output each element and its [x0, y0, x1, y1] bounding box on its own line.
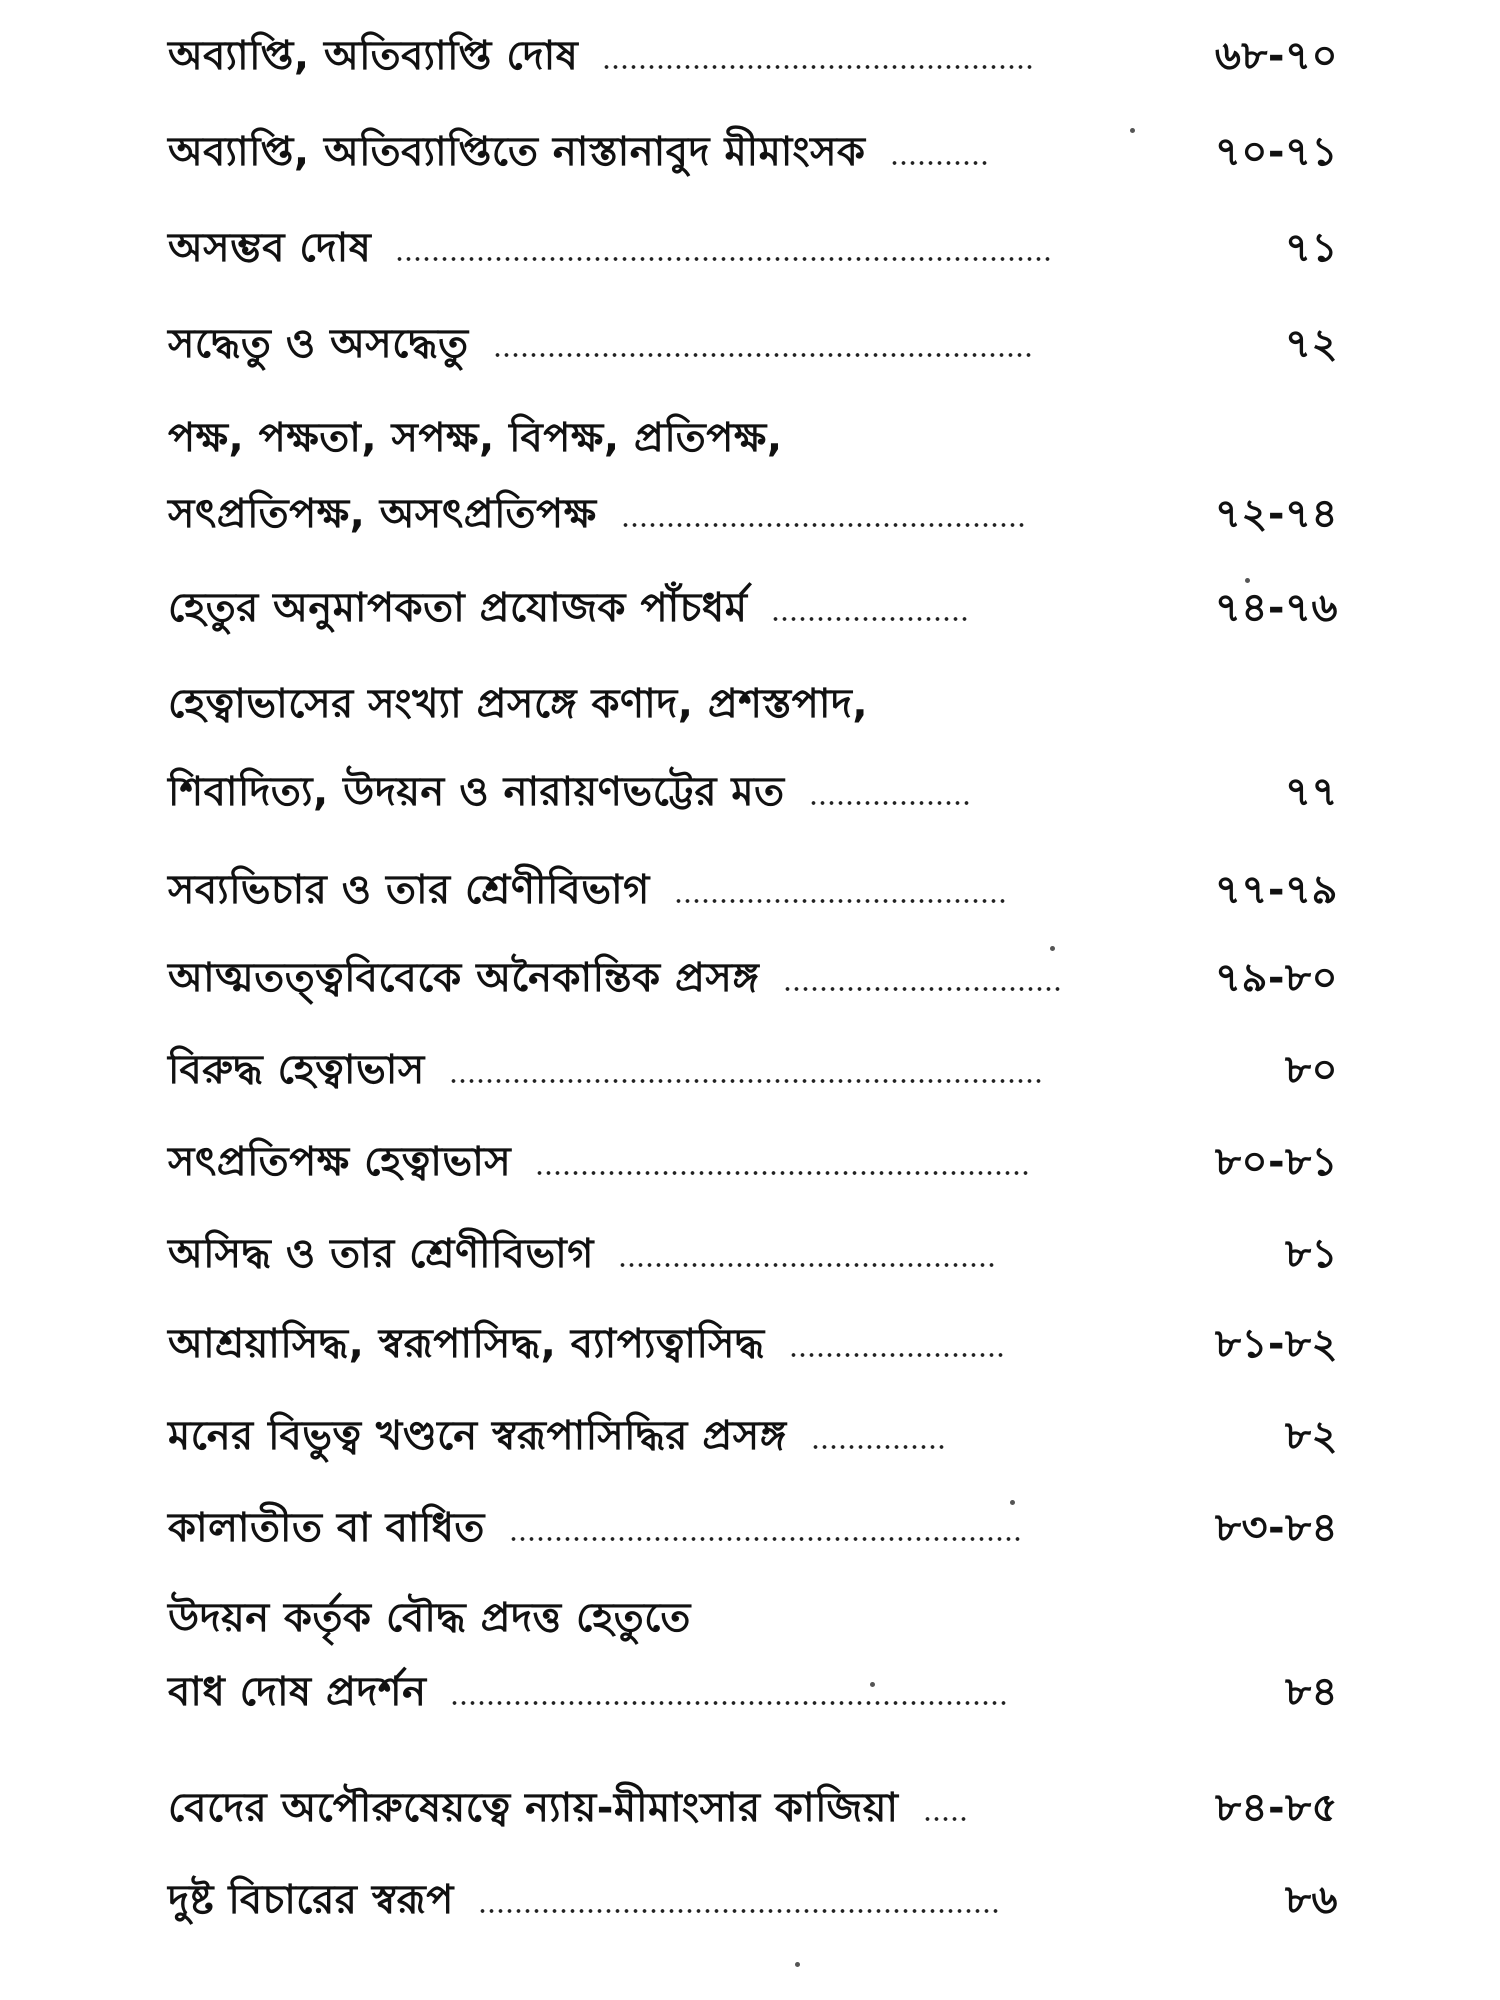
toc-line	[168, 486, 1338, 542]
toc-line	[168, 950, 1338, 1006]
toc-entry	[168, 862, 1338, 918]
dot-leader	[493, 352, 1033, 358]
toc-page-number: ৮৪	[1285, 1669, 1338, 1715]
toc-line	[168, 1780, 1338, 1836]
toc-page-number: ৭২-৭৪	[1214, 491, 1338, 537]
toc-entry-title: বিরুদ্ধ হেত্বাভাস	[168, 1047, 425, 1093]
toc-entry-title: আশ্রয়াসিদ্ধ, স্বরূপাসিদ্ধ, ব্যাপ্যত্বাসিদ্ধ	[168, 1321, 765, 1367]
toc-entry	[168, 1780, 1338, 1836]
toc-page-number: ৭৯-৮০	[1214, 955, 1338, 1001]
toc-line	[168, 1316, 1338, 1372]
toc-line	[168, 862, 1338, 918]
dot-leader	[618, 1262, 996, 1268]
dot-leader	[923, 1816, 968, 1822]
toc-page-number: ৭২	[1284, 321, 1338, 367]
dot-leader	[674, 898, 1007, 904]
toc-entry	[168, 950, 1338, 1006]
toc-entry	[168, 1226, 1338, 1282]
toc-entry-title: মনের বিভুত্ব খণ্ডনে স্বরূপাসিদ্ধির প্রসঙ্গ	[168, 1413, 787, 1459]
dot-leader	[450, 1700, 1008, 1706]
toc-entry-title: দুষ্ট বিচারের স্বরূপ	[168, 1877, 454, 1923]
toc-line	[168, 1590, 1338, 1646]
toc-entry-title: সদ্ধেতু ও অসদ্ধেতু	[168, 321, 469, 367]
toc-entry-title: সব্যভিচার ও তার শ্রেণীবিভাগ	[168, 867, 650, 913]
toc-entry-title-continued: বাধ দোষ প্রদর্শন	[168, 1669, 427, 1715]
toc-page-number: ৮০-৮১	[1215, 1139, 1338, 1185]
toc-entry-title: অসম্ভব দোষ	[168, 225, 372, 271]
print-speck	[1245, 578, 1250, 583]
toc-entry-title: পক্ষ, পক্ষতা, সপক্ষ, বিপক্ষ, প্রতিপক্ষ,	[168, 415, 783, 461]
toc-entry-title: অব্যাপ্তি, অতিব্যাপ্তিতে নাস্তানাবুদ মীমাংসক	[168, 129, 866, 175]
toc-entry	[168, 580, 1338, 636]
toc-entry-title: কালাতীত বা বাধিত	[168, 1505, 485, 1551]
toc-entry-title-continued: শিবাদিত্য, উদয়ন ও নারায়ণভট্টের মত	[168, 769, 785, 815]
toc-page-number: ৮৩-৮৪	[1215, 1505, 1338, 1551]
print-speck	[1010, 1500, 1015, 1505]
dot-leader	[809, 800, 971, 806]
toc-entry-title-continued: সৎপ্রতিপক্ষ, অসৎপ্রতিপক্ষ	[168, 491, 597, 537]
toc-entry-title: সৎপ্রতিপক্ষ হেত্বাভাস	[168, 1139, 512, 1185]
toc-entry	[168, 316, 1338, 372]
toc-page-number: ৮২	[1285, 1413, 1338, 1459]
toc-entry-title: অব্যাপ্তি, অতিব্যাপ্তি দোষ	[168, 33, 579, 79]
toc-line	[168, 316, 1338, 372]
dot-leader	[602, 64, 1034, 70]
toc-entry	[168, 1134, 1338, 1190]
dot-leader	[890, 160, 989, 166]
toc-page-number: ৭০-৭১	[1214, 129, 1338, 175]
toc-line	[168, 1134, 1338, 1190]
print-speck	[1130, 128, 1135, 133]
toc-entry-title: হেত্বাভাসের সংখ্যা প্রসঙ্গে কণাদ, প্রশস্তপাদ,	[168, 681, 869, 727]
toc-page-number: ৮১	[1285, 1231, 1338, 1277]
toc-entry-title: হেতুর অনুমাপকতা প্রযোজক পাঁচধর্ম	[168, 585, 748, 631]
toc-entry-title: উদয়ন কর্তৃক বৌদ্ধ প্রদত্ত হেতুতে	[168, 1595, 691, 1641]
toc-entry	[168, 676, 1338, 820]
toc-entry	[168, 124, 1338, 180]
toc-page-number: ৮০	[1285, 1047, 1338, 1093]
dot-leader	[783, 986, 1062, 992]
toc-line	[168, 580, 1338, 636]
toc-page-number: ৭৭	[1284, 769, 1338, 815]
toc-entry	[168, 1590, 1338, 1720]
toc-entry	[168, 1042, 1338, 1098]
toc-entry	[168, 220, 1338, 276]
toc-line	[168, 28, 1338, 84]
toc-line	[168, 410, 1338, 466]
dot-leader	[811, 1444, 946, 1450]
toc-line	[168, 1408, 1338, 1464]
toc-entry	[168, 1316, 1338, 1372]
toc-page-number: ৭৪-৭৬	[1214, 585, 1338, 631]
dot-leader	[789, 1352, 1005, 1358]
toc-page-number: ৭৭-৭৯	[1214, 867, 1338, 913]
toc-page-number: ৮৬	[1285, 1877, 1338, 1923]
toc-entry-title: আত্মতত্ত্ববিবেকে অনৈকান্তিক প্রসঙ্গ	[168, 955, 760, 1001]
toc-entry	[168, 1500, 1338, 1556]
dot-leader	[535, 1170, 1030, 1176]
dot-leader	[395, 256, 1052, 262]
toc-line	[168, 1664, 1338, 1720]
toc-line	[168, 1226, 1338, 1282]
dot-leader	[771, 616, 969, 622]
toc-entry	[168, 410, 1338, 542]
toc-entry	[168, 28, 1338, 84]
print-speck	[1050, 946, 1055, 951]
dot-leader	[621, 522, 1026, 528]
toc-page-number: ৮৪-৮৫	[1215, 1785, 1338, 1831]
toc-line	[168, 764, 1338, 820]
toc-page-number: ৬৮-৭০	[1214, 33, 1338, 79]
toc-line	[168, 1042, 1338, 1098]
toc-entry-title: অসিদ্ধ ও তার শ্রেণীবিভাগ	[168, 1231, 594, 1277]
toc-line	[168, 124, 1338, 180]
toc-line	[168, 1500, 1338, 1556]
print-speck	[870, 1682, 875, 1687]
print-speck	[795, 1962, 800, 1967]
toc-entry-title: বেদের অপৌরুষেয়ত্বে ন্যায়-মীমাংসার কাজিয়া	[168, 1785, 899, 1831]
toc-line	[168, 220, 1338, 276]
toc-entry	[168, 1408, 1338, 1464]
dot-leader	[478, 1908, 1000, 1914]
dot-leader	[449, 1078, 1043, 1084]
toc-entry	[168, 1872, 1338, 1928]
toc-page-number: ৭১	[1285, 225, 1338, 271]
toc-line	[168, 1872, 1338, 1928]
toc-page-number: ৮১-৮২	[1215, 1321, 1338, 1367]
toc-line	[168, 676, 1338, 732]
dot-leader	[509, 1536, 1022, 1542]
